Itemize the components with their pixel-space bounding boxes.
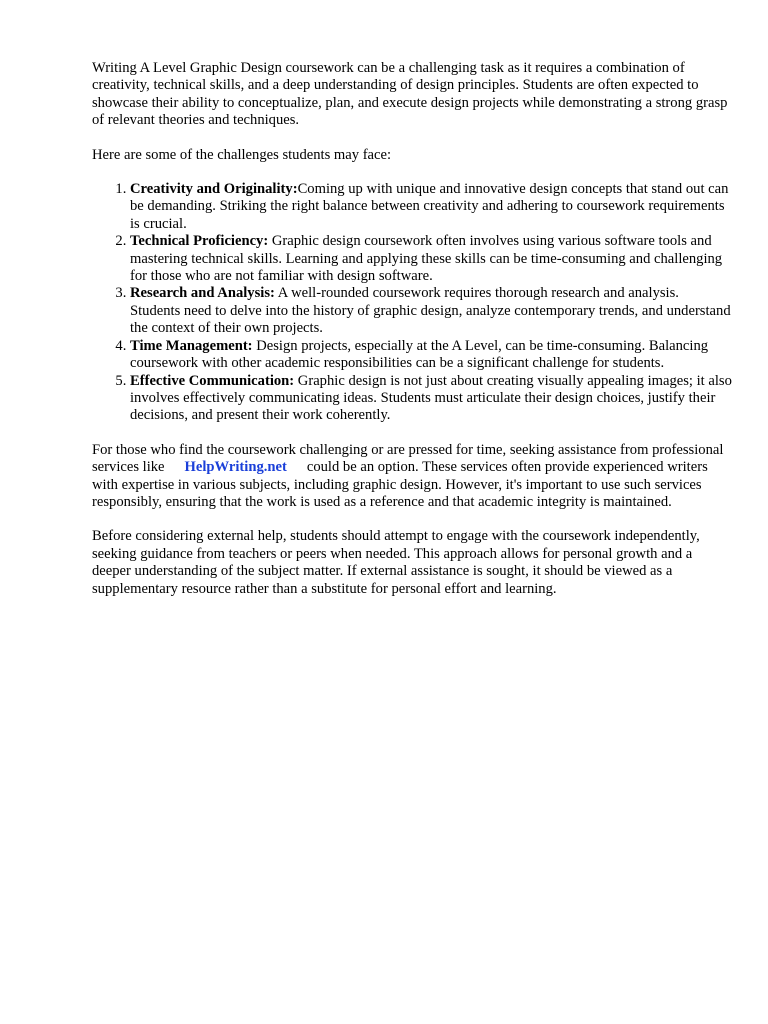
closing-paragraph: Before considering external help, students should attempt to engage with the coursework independently, seeking guidance from teachers or peers when needed. This approach allows for personal growth and a deeper understanding of the subject matter. If external assistance is sought, it should be viewed as a supplementary resource rather than a substitute for personal effort and learning. (92, 528, 700, 597)
challenge-text: Coming up with unique and innovative design concepts that stand out can be demanding. Striking the right balance between creativity and adhering to coursework requirements is crucial. (130, 181, 729, 232)
challenge-title: Technical Proficiency: (130, 233, 269, 250)
challenges-intro: Here are some of the challenges students may face: (92, 146, 392, 163)
challenge-title: Effective Communication: (130, 372, 295, 389)
list-item (130, 338, 732, 373)
challenge-title: Time Management: (130, 337, 253, 354)
document-body (92, 60, 732, 615)
challenge-text: A well-rounded coursework requires thorough research and analysis. Students need to delve into the history of graphic design, analyze contemporary trends, and understand the context of their own projects. (130, 285, 731, 337)
challenge-title: Creativity and Originality: (130, 181, 298, 198)
list-item (130, 181, 732, 233)
helpwriting-link[interactable]: HelpWriting.net (184, 459, 287, 476)
challenge-text: Graphic design coursework often involves using various software tools and mastering technical skills. Learning and applying these skills can be time-consuming and challenging for those who are not familiar with design software. (130, 233, 723, 285)
challenges-list (92, 181, 732, 425)
challenge-text: Design projects, especially at the A Level, can be time-consuming. Balancing coursework with other academic responsibilities can be a significant challenge for students. (130, 337, 709, 372)
help-text-before: For those who find the coursework challenging or are pressed for time, seeking assistance from professional services like (92, 441, 724, 476)
challenge-title: Research and Analysis: (130, 285, 275, 302)
help-paragraph (92, 442, 732, 512)
challenge-text: Graphic design is not just about creating visually appealing images; it also involves effectively communicating ideas. Students must articulate their design choices, justify their decisions, and present their work coherently. (130, 372, 732, 424)
list-item (130, 285, 732, 337)
help-text-after: could be an option. These services often provide experienced writers with expertise in various subjects, including graphic design. However, it's important to use such services responsibly, ensuring that the work is used as a reference and that academic integrity is maintained. (92, 459, 708, 510)
list-item (130, 373, 732, 425)
list-item (130, 233, 732, 285)
intro-paragraph: Writing A Level Graphic Design coursework can be a challenging task as it requires a combination of creativity, technical skills, and a deep understanding of design principles. Students are often expected to showcase their ability to conceptualize, plan, and execute design projects while demonstrating a strong grasp of relevant theories and techniques. (92, 60, 728, 129)
